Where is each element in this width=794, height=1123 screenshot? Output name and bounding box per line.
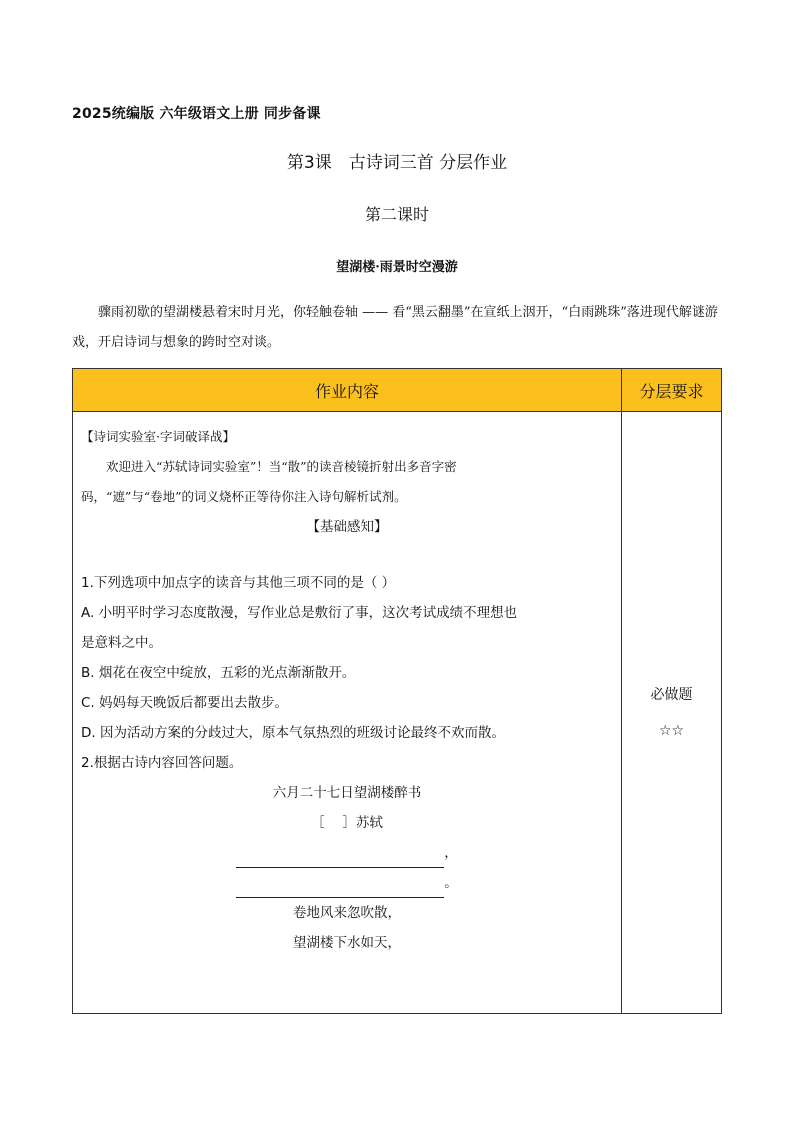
homework-table [72, 368, 722, 1014]
poem-line-4: 望湖楼下水如天， [293, 935, 401, 951]
poem-title: 六月二十七日望湖楼醉书 [272, 785, 422, 801]
lab-title: 【诗词实验室·字词破译战】 [81, 429, 235, 444]
question-1: 1.下列选项中加点字的读音与其他三项不同的是（ ） [81, 575, 396, 591]
question-1-option-d: D. 因为活动方案的分歧过大，原本气氛热烈的班级讨论最终不欢而散。 [81, 725, 505, 741]
question-1-option-a-line-1: A. 小明平时学习态度散漫，写作业总是敷衍了事，这次考试成绩不理想也 [81, 605, 518, 621]
page-title: 第3课 古诗词三首 分层作业 [286, 153, 508, 173]
page-subtitle: 第二课时 [364, 205, 429, 224]
poem-line-3: 卷地风来忽吹散， [293, 905, 401, 921]
question-1-option-a-line-2: 是意料之中。 [81, 635, 162, 651]
requirement-cell [622, 412, 722, 1014]
content-cell [73, 412, 622, 1014]
poem-author: ［ ］苏轼 [311, 815, 383, 831]
table-row [73, 412, 722, 1014]
lab-intro-line-2: 码，“遮”与“卷地”的词义烧杯正等待你注入诗句解析试剂。 [81, 489, 407, 504]
intro-paragraph: 骤雨初歇的望湖楼悬着宋时月光，你轻触卷轴 —— 看“黑云翻墨”在宣纸上洇开，“白雨跳珠”落进现代解谜游戏，开启诗词与想象的跨时空对谈。 [72, 305, 718, 350]
fill-blank-2[interactable] [236, 879, 444, 898]
question-2: 2.根据古诗内容回答问题。 [81, 755, 243, 771]
requirement-stars: ☆☆ [658, 722, 685, 739]
basic-title: 【基础感知】 [306, 519, 388, 535]
table-header-row [73, 369, 722, 412]
fill-blank-1[interactable] [236, 849, 444, 868]
poem-blank-line-1: ， [81, 838, 613, 868]
poem-blank-line-2: 。 [81, 868, 613, 898]
page-header: 2025统编版 六年级语文上册 同步备课 [72, 106, 321, 122]
requirement-label: 必做题 [650, 686, 693, 703]
header-content: 作业内容 [73, 369, 622, 412]
section-title: 望湖楼·雨景时空漫游 [336, 260, 458, 275]
question-1-option-c: C. 妈妈每天晚饭后都要出去散步。 [81, 695, 289, 711]
lab-intro-line-1: 欢迎进入“苏轼诗词实验室”！当“散”的读音棱镜折射出多音字密 [106, 459, 457, 474]
question-1-option-b: B. 烟花在夜空中绽放，五彩的光点渐渐散开。 [81, 665, 356, 681]
header-requirement: 分层要求 [622, 369, 722, 412]
